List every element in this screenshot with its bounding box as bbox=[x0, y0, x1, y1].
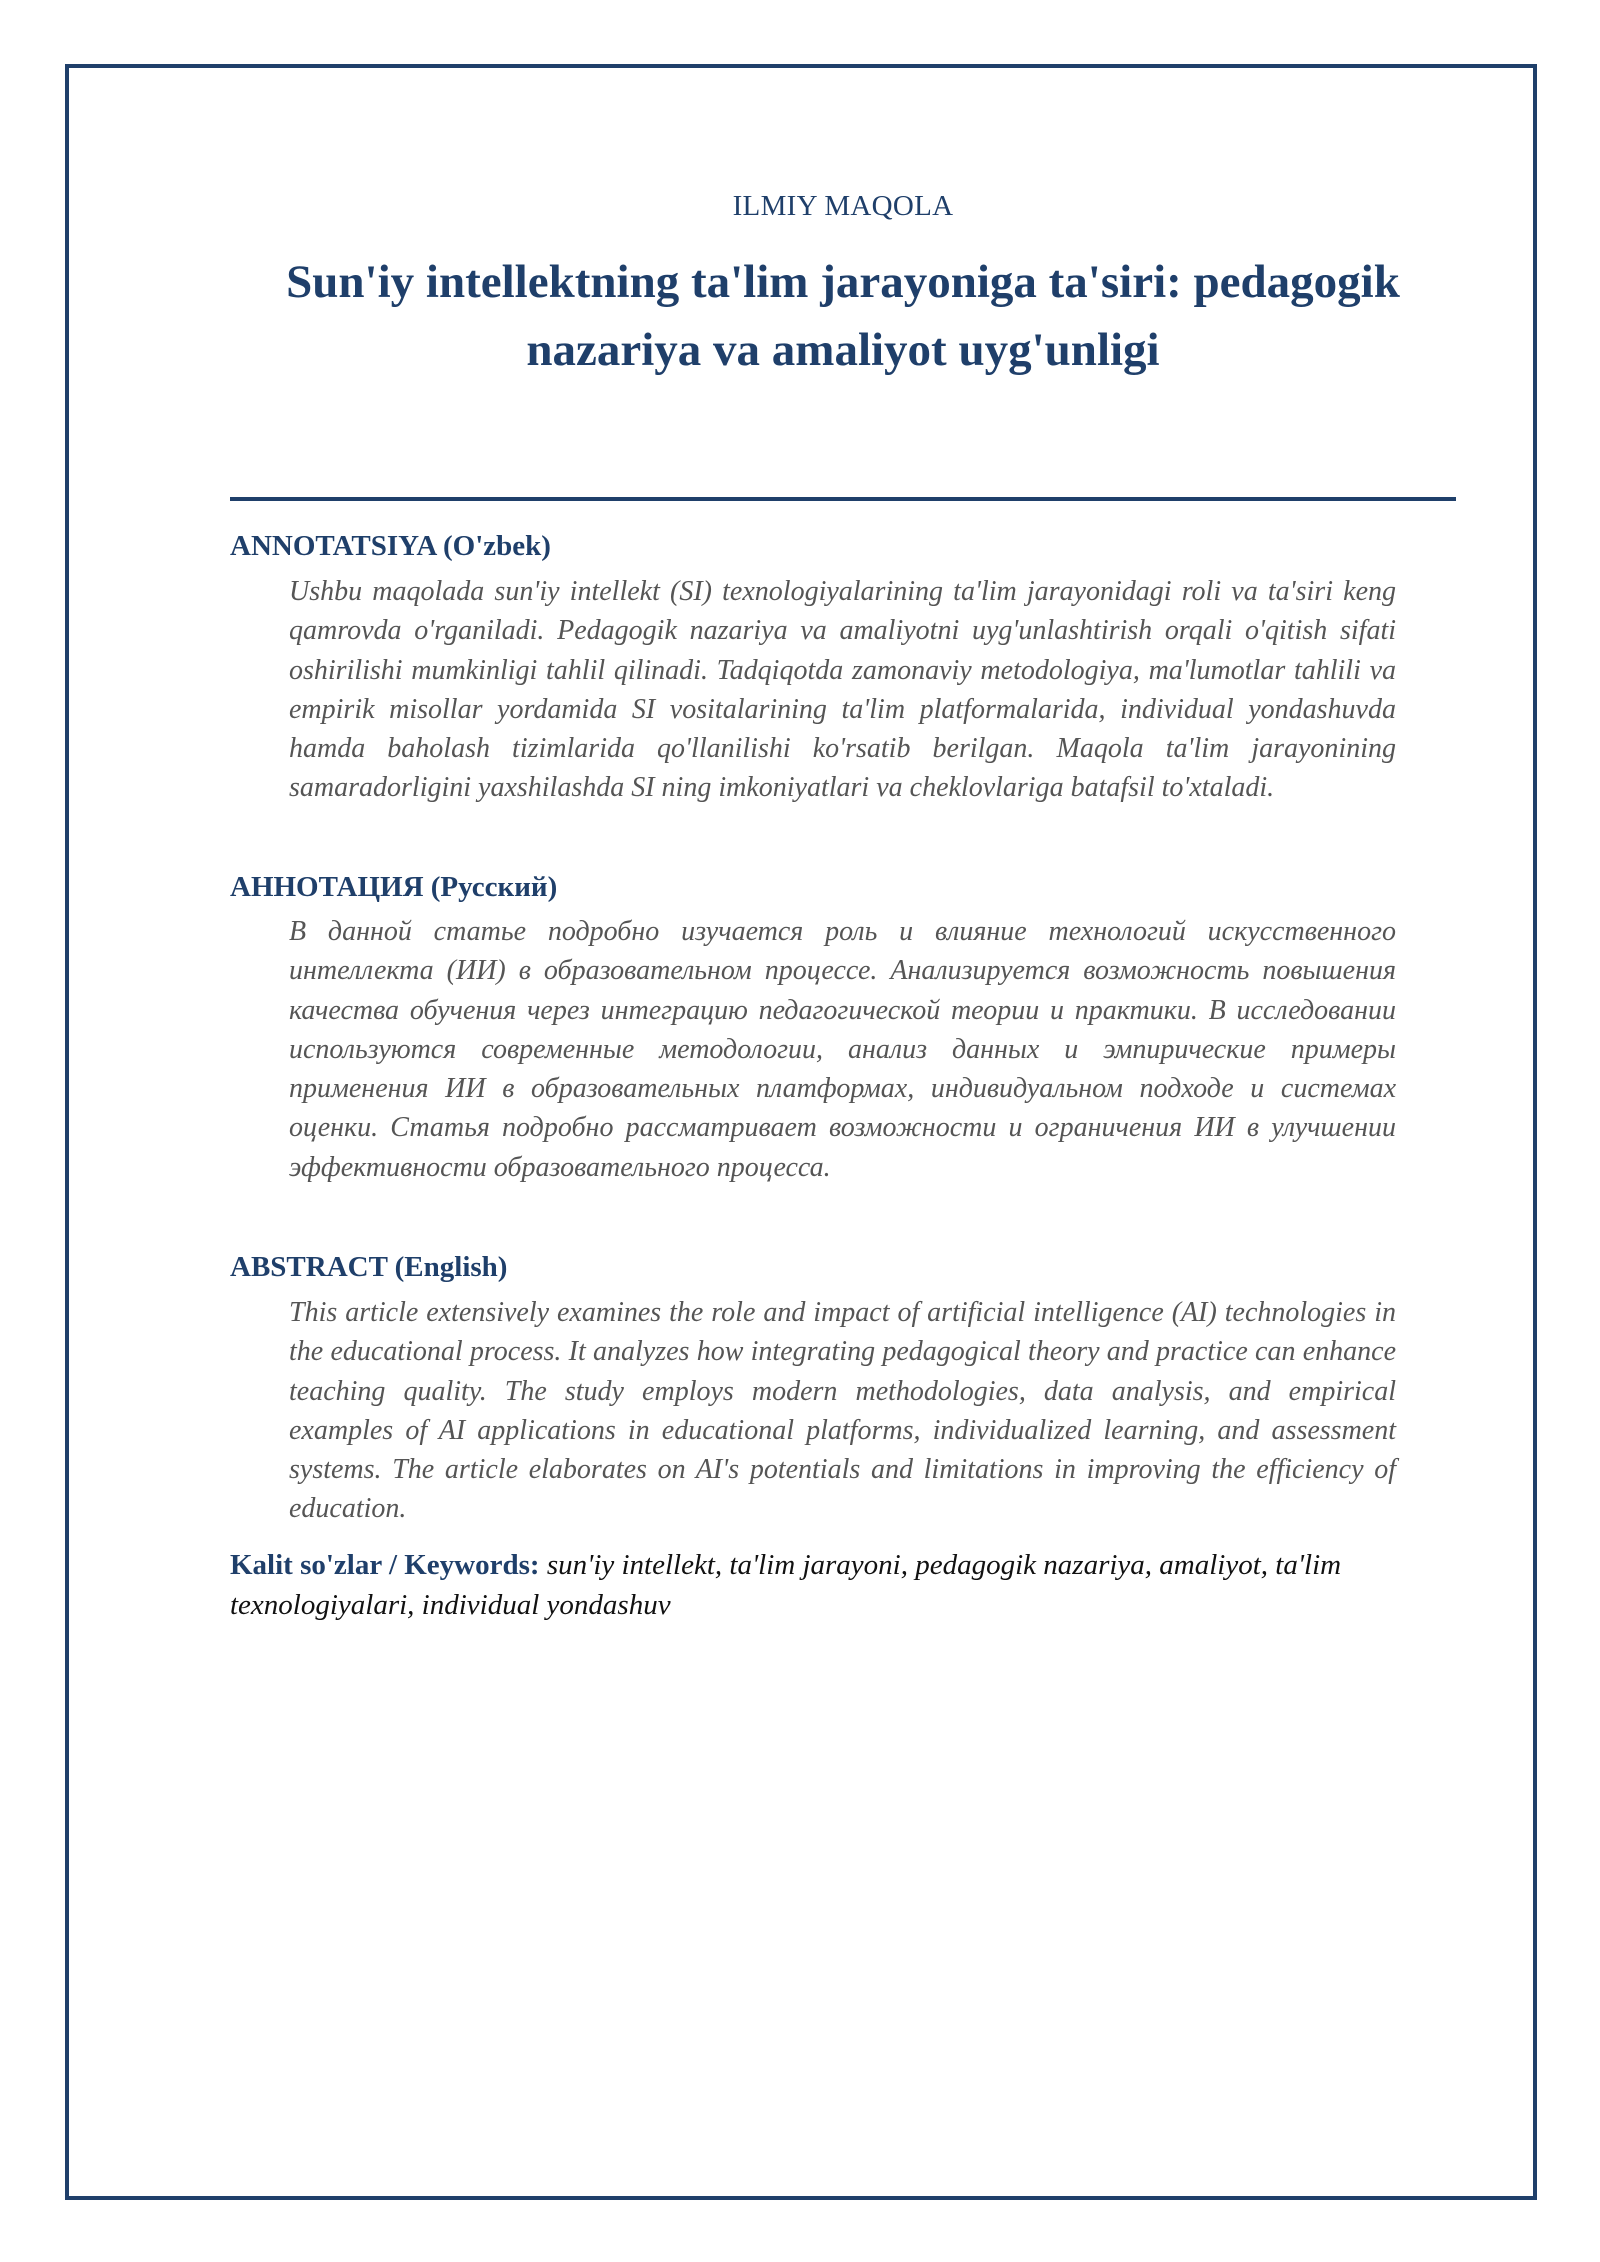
abstract-russian-heading: АННОТАЦИЯ (Русский) bbox=[230, 871, 558, 903]
keywords-text: sun'iy intellekt, ta'lim jarayoni, pedagogik nazariya, amaliyot, ta'lim texnologiyalari, individual yondashuv bbox=[230, 1549, 1342, 1621]
title-divider bbox=[230, 497, 1456, 501]
abstract-uzbek-text: Ushbu maqolada sun'iy intellekt (SI) texnologiyalarining ta'lim jarayonidagi roli va ta'siri keng qamrovda o'rganiladi. Pedagogik nazariya va amaliyotni uyg'unlashtirish orqali o'qitish sifati oshirilishi mumkinligi tahlil qilinadi. Tadqiqotda zamonaviy metodologiya, ma'lumotlar tahlili va empirik misollar yordamida SI vositalarining ta'lim platformalarida, individual yondashuvda hamda baholash tizimlarida qo'llanilishi ko'rsatib berilgan. Maqola ta'lim jarayonining samaradorligini yaxshilashda SI ning imkoniyatlari va cheklovlariga batafsil to'xtaladi. bbox=[289, 576, 1396, 804]
abstract-english-text: This article extensively examines the role and impact of artificial intelligence (AI) technologies in the educational process. It analyzes how integrating pedagogical theory and practice can enhance teaching quality. The study employs modern methodologies, data analysis, and empirical examples of AI applications in educational platforms, individualized learning, and assessment systems. The article elaborates on AI's potentials and limitations in improving the efficiency of education. bbox=[289, 1297, 1396, 1525]
keywords-label: Kalit so'zlar / Keywords: bbox=[230, 1549, 540, 1581]
article-kicker: ILMIY MAQOLA bbox=[732, 190, 954, 222]
abstract-english-heading: ABSTRACT (English) bbox=[230, 1251, 508, 1283]
keywords-block bbox=[230, 1545, 1360, 1625]
article-title: Sun'iy intellektning ta'lim jarayoniga ta'siri: pedagogik nazariya va amaliyot uyg'unligi bbox=[286, 256, 1400, 376]
abstract-russian-text: В данной статье подробно изучается роль и влияние технологий искусственного интеллекта (ИИ) в образовательном процессе. Анализируется возможность повышения качества обучения через интеграцию педагогической теории и практики. В исследовании используются современные методологии, анализ данных и эмпирические примеры применения ИИ в образовательных платформах, индивидуальном подходе и системах оценки. Статья подробно рассматривает возможности и ограничения ИИ в улучшении эффективности образовательного процесса. bbox=[289, 916, 1396, 1183]
abstract-uzbek-heading: ANNOTATSIYA (O'zbek) bbox=[230, 530, 551, 562]
